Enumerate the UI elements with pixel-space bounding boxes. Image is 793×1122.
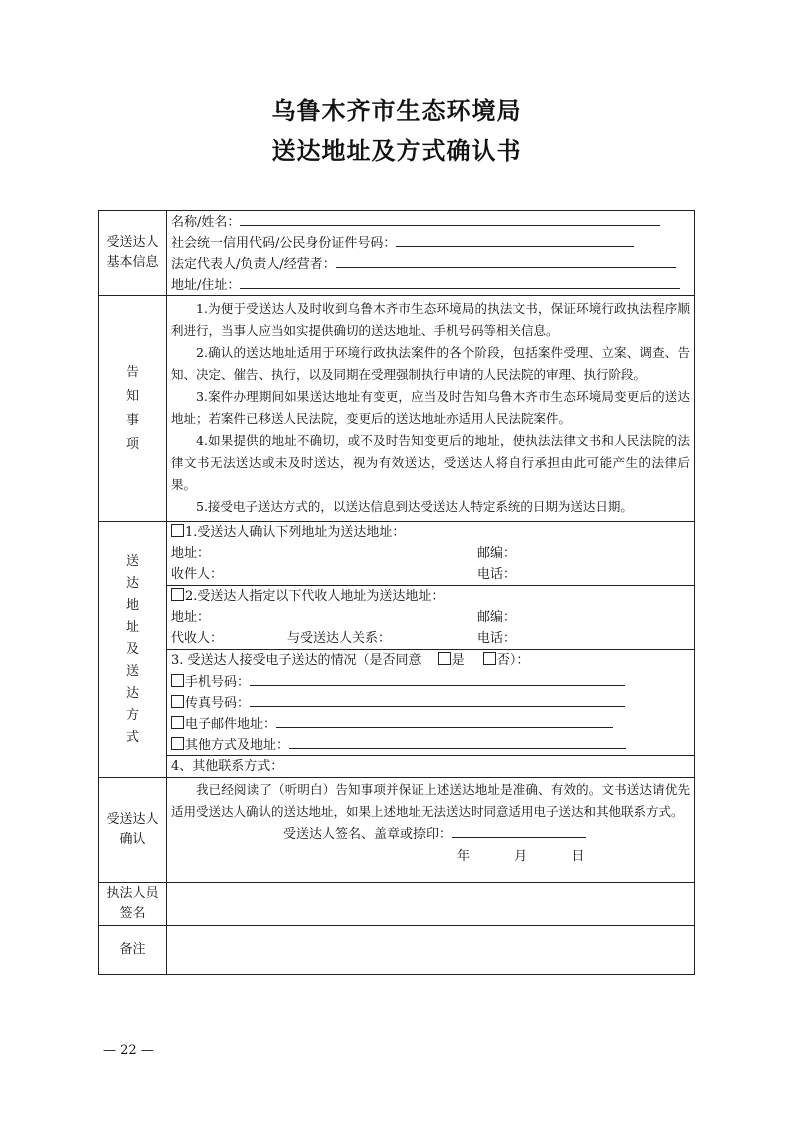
option-2-checkbox[interactable] xyxy=(171,588,184,601)
option-1-block xyxy=(167,522,694,585)
email-label: 电子邮件地址： xyxy=(185,717,277,732)
officer-label-line2: 签名 xyxy=(119,906,146,921)
basic-info-label-line2: 基本信息 xyxy=(106,255,159,270)
confirmation-form xyxy=(98,210,695,975)
option-1-checkbox[interactable] xyxy=(171,524,184,537)
other-method-checkbox[interactable] xyxy=(171,737,184,750)
delivery-label-char: 送 xyxy=(125,663,139,679)
fax-checkbox[interactable] xyxy=(171,695,184,708)
option-1-postcode-label: 邮编： xyxy=(477,546,517,561)
option-2-postcode-label: 邮编： xyxy=(477,610,517,625)
address-field[interactable] xyxy=(240,274,680,289)
signature-field[interactable] xyxy=(452,823,586,838)
document-title: 乌鲁木齐市生态环境局 xyxy=(271,97,522,125)
notice-row xyxy=(99,296,695,522)
other-contact-label: 4、其他联系方式： xyxy=(171,759,284,774)
option-2-agent-label: 代收人： xyxy=(171,631,224,646)
delivery-row xyxy=(99,522,695,778)
notice-item-4: 4.如果提供的地址不确切，或不及时告知变更后的地址，使执法法律文书和人民法院的法律文书无法送达或未及时送达，视为有效送达，受送达人将自行承担由此可能产生的法律后果。 xyxy=(171,433,690,492)
basic-info-row xyxy=(99,211,695,296)
credit-code-label: 社会统一信用代码/公民身份证件号码： xyxy=(171,236,397,251)
notice-label xyxy=(99,296,167,522)
delivery-label-char: 达 xyxy=(125,685,139,701)
notice-label-char: 告 xyxy=(125,364,139,380)
agree-no-checkbox[interactable] xyxy=(483,652,496,665)
officer-signature-field[interactable] xyxy=(167,883,695,926)
date-month: 月 xyxy=(514,849,528,864)
mobile-label: 手机号码： xyxy=(185,675,251,690)
delivery-label-char: 达 xyxy=(125,575,139,591)
officer-label xyxy=(99,883,167,926)
confirm-label xyxy=(99,778,167,883)
confirm-statement: 我已经阅读了（听明白）告知事项并保证上述送达地址是准确、有效的。文书送达请优先适用受送达人确认的送达地址，如果上述地址无法送达时同意适用电子送达和其他联系方式。 xyxy=(171,782,690,819)
delivery-label-char: 址 xyxy=(125,619,139,635)
mobile-checkbox[interactable] xyxy=(171,674,184,687)
option-1-phone-label: 电话： xyxy=(477,567,517,582)
option-4-block xyxy=(167,755,694,777)
agree-yes-checkbox[interactable] xyxy=(438,652,451,665)
delivery-label-char: 送 xyxy=(125,553,139,569)
notice-item-3: 3.案件办理期间如果送达地址有变更，应当及时告知乌鲁木齐市生态环境局变更后的送达地址；若案件已移送人民法院，变更后的送达地址亦适用人民法院案件。 xyxy=(171,389,690,426)
option-3-heading: 3. 受送达人接受电子送达的情况（是否同意 xyxy=(171,653,422,668)
option-1-heading: 1.受送达人确认下列地址为送达地址： xyxy=(185,525,406,540)
remark-field[interactable] xyxy=(167,926,695,975)
fax-field[interactable] xyxy=(250,692,625,707)
sign-date xyxy=(167,846,694,868)
option-1-recipient-label: 收件人： xyxy=(171,567,224,582)
option-2-relation-label: 与受送达人关系： xyxy=(287,631,392,646)
remark-row xyxy=(99,926,695,975)
email-checkbox[interactable] xyxy=(171,716,184,729)
notice-item-5: 5.接受电子送达方式的，以送达信息到达受送达人特定系统的日期为送达日期。 xyxy=(196,499,633,514)
credit-code-field[interactable] xyxy=(396,232,634,247)
fax-label: 传真号码： xyxy=(185,696,251,711)
delivery-label-char: 方 xyxy=(125,707,139,723)
delivery-label-char: 式 xyxy=(125,729,139,745)
page-number: — 22 — xyxy=(103,1043,154,1058)
option-1-address-label: 地址： xyxy=(171,546,211,561)
confirm-content xyxy=(167,778,695,883)
other-method-label: 其他方式及地址： xyxy=(185,738,290,753)
date-year: 年 xyxy=(457,849,471,864)
remark-label: 备注 xyxy=(99,926,167,975)
delivery-label-char: 地 xyxy=(125,597,139,613)
agree-no-label: 否）： xyxy=(496,653,530,668)
option-2-phone-label: 电话： xyxy=(477,631,517,646)
confirm-label-line2: 确认 xyxy=(119,832,146,847)
delivery-content xyxy=(167,522,695,778)
officer-label-line1: 执法人员 xyxy=(106,886,159,901)
notice-label-char: 事 xyxy=(125,412,139,428)
basic-info-label-line1: 受送达人 xyxy=(106,235,159,250)
option-2-heading: 2.受送达人指定以下代收人地址为送达地址： xyxy=(185,589,445,604)
document-subtitle: 送达地址及方式确认书 xyxy=(271,137,522,165)
mobile-field[interactable] xyxy=(250,671,625,686)
legal-rep-label: 法定代表人/负责人/经营者： xyxy=(171,257,336,272)
delivery-label xyxy=(99,522,167,778)
confirm-label-line1: 受送达人 xyxy=(106,812,159,827)
option-2-block xyxy=(167,585,694,649)
email-field[interactable] xyxy=(276,713,613,728)
notice-item-1: 1.为便于受送达人及时收到乌鲁木齐市生态环境局的执法文书，保证环境行政执法程序顺利进行，当事人应当如实提供确切的送达地址、手机号码等相关信息。 xyxy=(171,301,690,338)
notice-content xyxy=(167,296,695,522)
notice-label-char: 知 xyxy=(125,388,139,404)
address-label: 地址/住址： xyxy=(171,278,241,293)
name-field[interactable] xyxy=(240,211,660,226)
notice-item-2: 2.确认的送达地址适用于环境行政执法案件的各个阶段，包括案件受理、立案、调查、告知、决定、催告、执行，以及同期在受理强制执行申请的人民法院的审理、执行阶段。 xyxy=(171,345,690,382)
agree-yes-label: 是 xyxy=(451,653,465,668)
option-3-block xyxy=(167,649,694,755)
option-2-address-label: 地址： xyxy=(171,610,211,625)
other-method-field[interactable] xyxy=(289,734,626,749)
signature-label: 受送达人签名、盖章或捺印： xyxy=(283,827,453,842)
name-label: 名称/姓名： xyxy=(171,215,241,230)
confirm-row xyxy=(99,778,695,883)
notice-label-char: 项 xyxy=(125,436,139,452)
legal-rep-field[interactable] xyxy=(336,253,676,268)
basic-info-fields xyxy=(167,211,695,296)
basic-info-label xyxy=(99,211,167,296)
officer-row xyxy=(99,883,695,926)
date-day: 日 xyxy=(571,849,585,864)
delivery-label-char: 及 xyxy=(125,641,139,657)
